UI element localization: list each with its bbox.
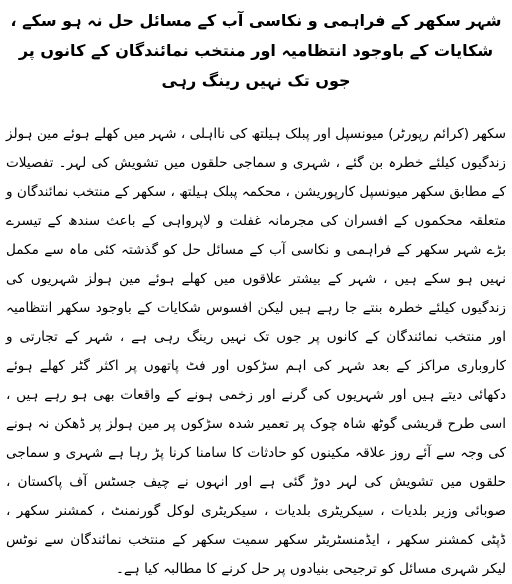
article-headline: شہر سکھر کے فراہمی و نکاسی آب کے مسائل حل نہ ہو سکے ، شکایات کے باوجود انتظامیہ اور منتخب نمائندگان کے کانوں پر جوں تک نہیں رینگ رہی xyxy=(10,11,502,90)
article-body: سکھر (کرائم رپورٹر) میونسپل اور پبلک ہیلتھ کی نااہلی ، شہر میں کھلے ہوئے مین ہولز زندگیوں کیلئے خطرہ بن گئے ، شہری و سماجی حلقوں میں تشویش کی لہر۔ تفصیلات کے مطابق سکھر میونسپل کارپوریشن ، محکمہ پبلک ہیلتھ ، سکھر کے منتخب نمائندگان و متعلقہ محکموں کے افسران کی مجرمانہ غفلت و لاپرواہی کے باعث سندھ کے تیسرے بڑے شہر سکھر کے فراہمی و نکاسی آب کے مسائل حل کو گذشتہ کئی ماہ سے مکمل نہیں ہو سکے ہیں ، شہر کے بیشتر علاقوں میں کھلے ہوئے مین ہولز شہریوں کی زندگیوں کیلئے خطرہ بنتے جا رہے ہیں لیکن افسوس شکایات کے باوجود سکھر انتظامیہ اور منتخب نمائندگان کے کانوں پر جوں تک نہیں رینگ رہی ہے ، شہر کے تجارتی و کاروباری مراکز کے بعد شہر کی اہم سڑکوں اور فٹ پاتھوں پر اکثر گٹر کھلے ہوئے دکھائی دیتے ہیں اور شہریوں کی گرنے اور زخمی ہونے کے واقعات بھی ہو رہے ہیں ، اسی طرح قریشی گوٹھ شاہ چوک پر تعمیر شدہ سڑکوں پر مین ہولز پر ڈھکن نہ ہونے کی وجہ سے آئے روز علاقہ مکینوں کو حادثات کا سامنا کرنا پڑ رہا ہے شہری و سماجی حلقوں میں تشویش کی لہر دوڑ گئی ہے اور انہوں نے چیف جسٹس آف پاکستان ، صوبائی وزیر بلدیات ، سیکریٹری بلدیات ، سیکریٹری لوکل گورنمنٹ ، کمشنر سکھر ، ڈپٹی کمشنر سکھر ، ایڈمنسٹریٹر سکھر سمیت سکھر کے منتخب نمائندگان سے نوٹس لیکر شہری مسائل کو ترجیحی بنیادوں پر حل کرنے کا مطالبہ کیا ہے۔ xyxy=(6,126,506,577)
